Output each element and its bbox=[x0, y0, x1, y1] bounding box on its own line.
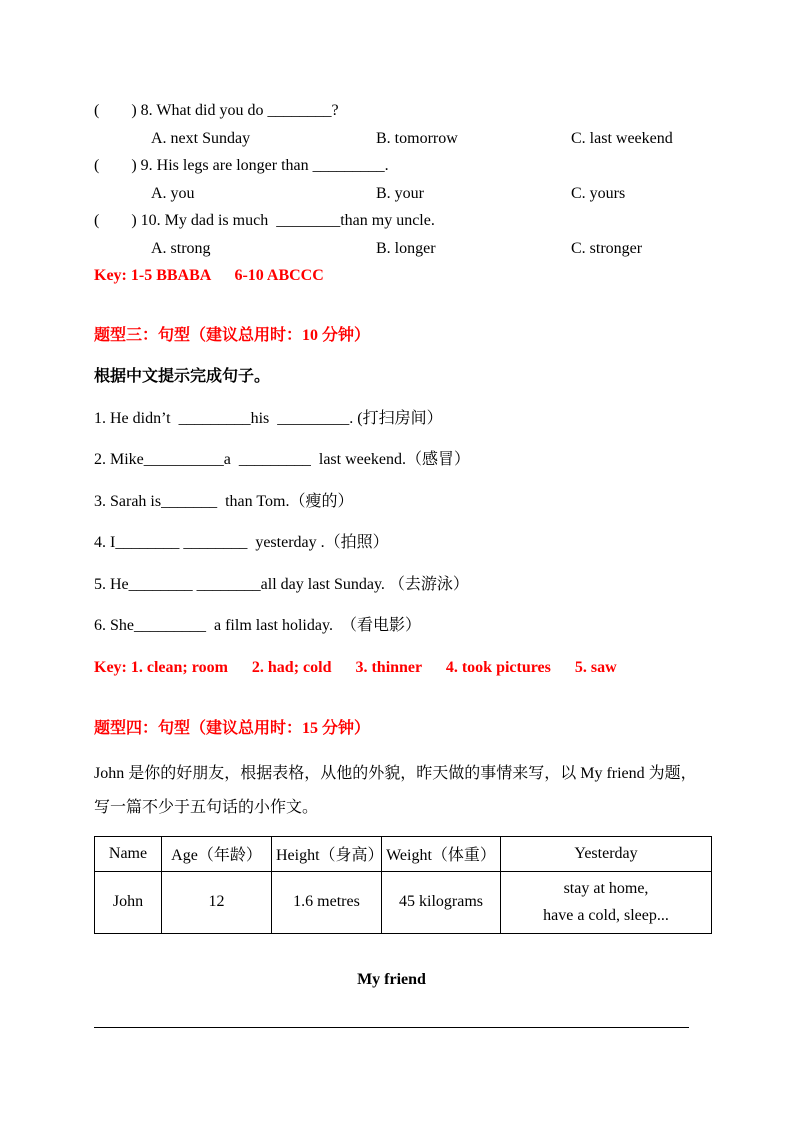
section-title: 题型四：句型（建议总用时：15 分钟） bbox=[94, 720, 371, 737]
section-title: 题型三：句型（建议总用时：10 分钟） bbox=[94, 326, 371, 344]
fill-blank-item: 1. He didn’t _________his _________. (打扫房间） bbox=[94, 409, 443, 427]
essay-title: My friend bbox=[357, 970, 426, 988]
section-3 bbox=[94, 322, 711, 682]
writing-line bbox=[94, 1027, 689, 1028]
fill-blank-item: 4. I________ ________ yesterday .（拍照） bbox=[94, 534, 389, 551]
answer-key-section3: Key: 1. clean; room 2. had; cold 3. thinner 4. took pictures 5. saw bbox=[94, 658, 617, 676]
writing-instruction-line1: John 是你的好朋友，根据表格，从他的外貌，昨天做的事情来写，以 My friend 为题， bbox=[94, 764, 697, 782]
question-stem: ( ) 8. What did you do ________? bbox=[94, 102, 339, 119]
option-a: A. next Sunday bbox=[151, 129, 251, 147]
table-cell-weight: 45 kilograms bbox=[382, 871, 501, 933]
table-cell-height: 1.6 metres bbox=[272, 871, 382, 933]
option-c: C. last weekend bbox=[571, 129, 673, 147]
table-header-row bbox=[95, 836, 712, 871]
table-header-cell: Height（身高） bbox=[272, 836, 382, 871]
option-c: C. yours bbox=[571, 184, 626, 202]
mcq-section bbox=[94, 97, 711, 290]
question-stem: ( ) 9. His legs are longer than _________. bbox=[94, 157, 389, 174]
option-b: B. tomorrow bbox=[376, 129, 458, 147]
yesterday-line1: stay at home, bbox=[563, 880, 649, 897]
fill-blank-item: 5. He________ ________all day last Sunday. （去游泳） bbox=[94, 575, 469, 593]
table-row bbox=[95, 871, 712, 933]
section-4 bbox=[94, 715, 711, 1028]
option-a: A. strong bbox=[151, 239, 211, 257]
option-b: B. your bbox=[376, 184, 424, 202]
table-header-cell: Name bbox=[95, 836, 162, 871]
info-table-wrap bbox=[94, 836, 711, 934]
question-stem: ( ) 10. My dad is much ________than my uncle. bbox=[94, 212, 435, 229]
option-c: C. stronger bbox=[571, 239, 643, 257]
fill-blank-item: 6. She_________ a film last holiday. （看电影） bbox=[94, 617, 421, 634]
table-cell-name: John bbox=[95, 871, 162, 933]
option-b: B. longer bbox=[376, 239, 436, 257]
yesterday-line2: have a cold, sleep... bbox=[543, 907, 669, 924]
table-header-cell: Yesterday bbox=[501, 836, 712, 871]
option-row bbox=[94, 125, 711, 153]
section-instruction: 根据中文提示完成句子。 bbox=[94, 368, 271, 385]
table-cell-age: 12 bbox=[162, 871, 272, 933]
option-a: A. you bbox=[151, 184, 195, 202]
fill-blank-item: 2. Mike__________a _________ last weekend.（感冒） bbox=[94, 451, 470, 468]
writing-instruction-line2: 写一篇不少于五句话的小作文。 bbox=[94, 798, 319, 816]
option-row bbox=[94, 235, 711, 263]
table-cell-yesterday bbox=[501, 871, 712, 933]
table-header-cell: Weight（体重） bbox=[382, 836, 501, 871]
fill-blank-item: 3. Sarah is_______ than Tom.（瘦的） bbox=[94, 492, 354, 510]
table-header-cell: Age（年龄） bbox=[162, 836, 272, 871]
info-table bbox=[94, 836, 712, 934]
option-row bbox=[94, 180, 711, 208]
answer-key-mcq: Key: 1-5 BBABA 6-10 ABCCC bbox=[94, 267, 324, 284]
